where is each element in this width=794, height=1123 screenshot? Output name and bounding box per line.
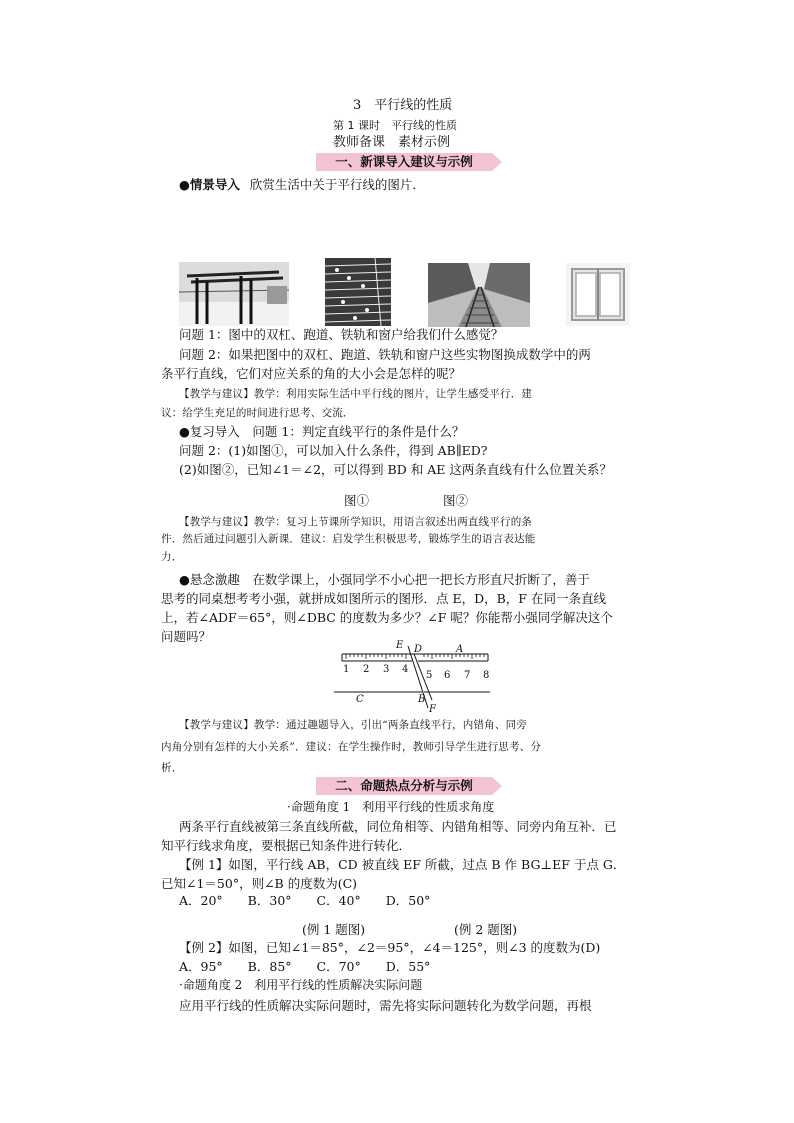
running-track-photo xyxy=(325,258,391,326)
ruler-tick-6: 6 xyxy=(444,670,451,681)
proposition-angle-1-title: ·命题角度 1 利用平行线的性质求角度 xyxy=(287,800,495,814)
advice-3-line-2: 内角分别有怎样的大小关系”．建议：在学生操作时，教师引导学生进行思考、分 xyxy=(161,741,542,753)
section-banner-2 xyxy=(316,777,502,795)
advice-1-line-1: 【教学与建议】教学：利用实际生活中平行线的图片，让学生感受平行．建 xyxy=(179,388,533,400)
figure-2-label: 图② xyxy=(443,493,469,508)
section-label: 教师备课 素材示例 xyxy=(333,135,451,150)
parallel-bars-photo xyxy=(179,262,289,326)
ruler-tick-1: 1 xyxy=(343,664,350,675)
ruler-tick-5: 5 xyxy=(426,670,433,681)
example-1-figure-label: (例 1 题图) xyxy=(302,922,366,937)
suspense-line-1: ●悬念激趣 在数学课上，小强同学不小心把一把长方形直尺折断了，善于 xyxy=(179,572,590,587)
section-banner-1-label: 一、新课导入建议与示例 xyxy=(335,154,473,169)
point-label-a: A xyxy=(456,644,464,655)
advice-2-line-1: 【教学与建议】教学：复习上节课所学知识，用语言叙述出两直线平行的条 xyxy=(179,516,533,528)
example-2-figure-label: (例 2 题图) xyxy=(454,922,518,937)
example-1-line-2: 已知∠1＝50°，则∠B 的度数为(C) xyxy=(161,876,358,891)
question-1: 问题 1：图中的双杠、跑道、铁轨和窗户给我们什么感觉？ xyxy=(179,327,504,342)
ruler-tick-3: 3 xyxy=(383,664,390,675)
point-label-f: F xyxy=(429,704,436,715)
question-2-line-1: 问题 2：如果把图中的双杠、跑道、铁轨和窗户这些实物图换成数学中的两 xyxy=(179,347,591,362)
angle-1-line-2: 知平行线求角度，要根据已知条件进行转化． xyxy=(161,838,412,853)
review-intro: ●复习导入 问题 1：判定直线平行的条件是什么？ xyxy=(179,424,465,439)
example-2-options: A．95° B．85° C．70° D．55° xyxy=(179,959,431,974)
point-label-b: B xyxy=(418,694,426,705)
suspense-line-3: 上，若∠ADF＝65°，则∠DBC 的度数为多少？∠F 呢？你能帮小强同学解决这个 xyxy=(161,610,613,625)
advice-1-line-2: 议：给学生充足的时间进行思考、交流． xyxy=(161,407,354,419)
intro-paragraph xyxy=(179,177,425,192)
figure-1-label: 图① xyxy=(344,493,370,508)
review-question-2-line-1: 问题 2：(1)如图①，可以加入什么条件，得到 AB∥ED? xyxy=(179,443,488,458)
window-photo xyxy=(566,263,630,326)
point-label-c: C xyxy=(356,694,364,705)
advice-3-line-3: 析． xyxy=(161,762,183,774)
example-1-line-1: 【例 1】如图，平行线 AB，CD 被直线 EF 所截，过点 B 作 BG⊥EF 于点 G． xyxy=(179,857,626,872)
section-banner-2-label: 二、命题热点分析与示例 xyxy=(335,778,473,793)
intro-text: 欣赏生活中关于平行线的图片． xyxy=(249,177,425,192)
ruler-tick-4: 4 xyxy=(402,664,409,675)
advice-2-line-2: 件．然后通过问题引入新课．建议：启发学生积极思考，锻炼学生的语言表达能 xyxy=(161,533,536,545)
angle-1-line-1: 两条平行直线被第三条直线所截，同位角相等、内错角相等、同旁内角互补．已 xyxy=(179,819,617,834)
point-label-e: E xyxy=(396,640,404,651)
ruler-tick-2: 2 xyxy=(363,664,370,675)
example-2-line-1: 【例 2】如图，已知∠1＝85°，∠2＝95°，∠4＝125°，则∠3 的度数为(D) xyxy=(179,940,601,955)
lesson-subtitle: 第 1 课时 平行线的性质 xyxy=(333,119,457,132)
proposition-angle-2-title: ·命题角度 2 利用平行线的性质解决实际问题 xyxy=(179,978,423,992)
point-label-d: D xyxy=(414,644,423,655)
section-banner-1 xyxy=(316,153,502,171)
example-1-options: A．20° B．30° C．40° D．50° xyxy=(179,893,431,908)
suspense-line-4: 问题吗？ xyxy=(161,629,212,644)
broken-ruler-figure xyxy=(328,642,498,716)
angle-2-line-1: 应用平行线的性质解决实际问题时，需先将实际问题转化为数学问题，再根 xyxy=(179,998,592,1013)
railway-photo xyxy=(428,263,530,327)
ruler-tick-7: 7 xyxy=(464,670,471,681)
question-2-line-2: 条平行直线，它们对应关系的角的大小会是怎样的呢？ xyxy=(161,366,462,381)
advice-2-line-3: 力． xyxy=(161,551,183,563)
advice-3-line-1: 【教学与建议】教学：通过趣题导入，引出“两条直线平行，内错角、同旁 xyxy=(179,719,527,731)
page-title: 3 平行线的性质 xyxy=(353,98,453,113)
intro-label: ●情景导入 xyxy=(179,177,240,192)
ruler-tick-8: 8 xyxy=(483,670,490,681)
review-question-2-line-2: (2)如图②，已知∠1＝∠2，可以得到 BD 和 AE 这两条直线有什么位置关系？ xyxy=(179,462,612,477)
suspense-line-2: 思考的同桌想考考小强，就拼成如图所示的图形．点 E，D，B，F 在同一条直线 xyxy=(161,591,606,606)
